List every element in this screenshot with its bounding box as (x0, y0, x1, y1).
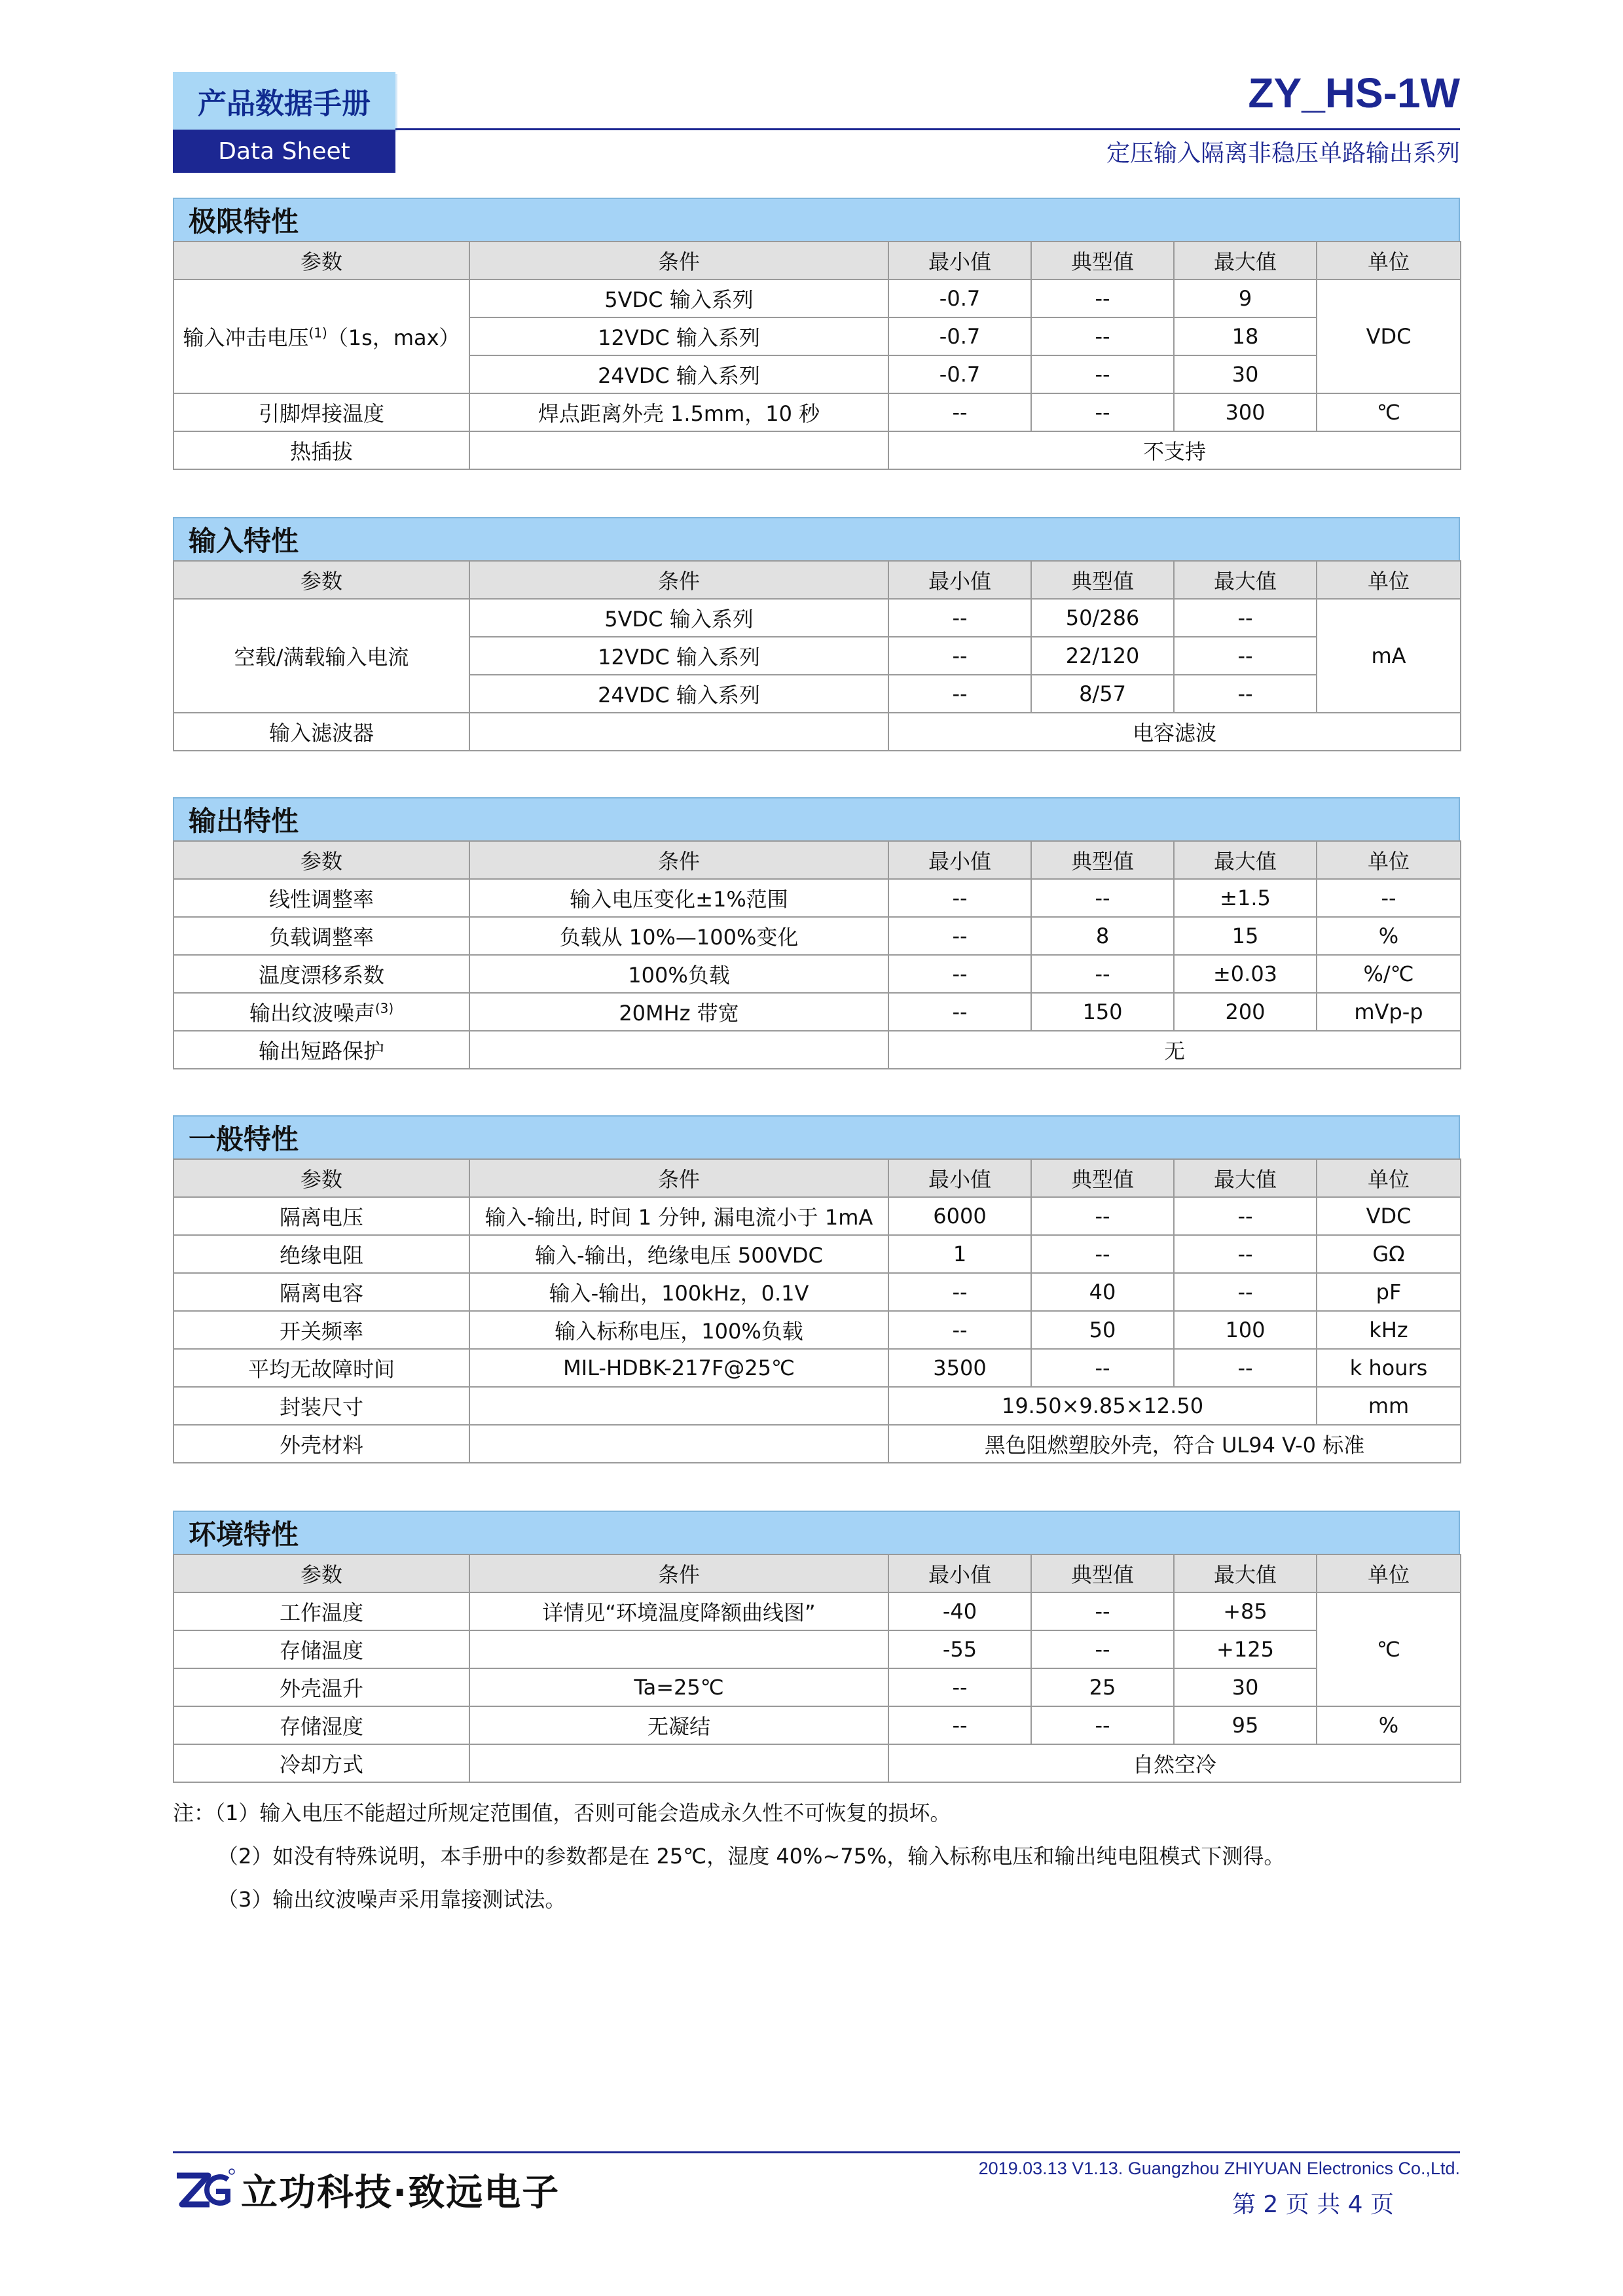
value-cell: 电容滤波 (888, 713, 1461, 751)
typ-cell: 22/120 (1031, 637, 1174, 675)
max-cell: 18 (1174, 317, 1317, 355)
col-header-unit: 单位 (1317, 561, 1461, 599)
col-header-typ: 典型值 (1031, 1554, 1174, 1592)
unit-cell: k hours (1317, 1349, 1461, 1387)
param-cell: 负载调整率 (173, 917, 469, 955)
table-row (173, 1706, 1461, 1744)
general-section (173, 1115, 1460, 1463)
max-cell: +85 (1174, 1592, 1317, 1630)
max-cell: 300 (1174, 393, 1317, 431)
typ-cell: -- (1031, 1235, 1174, 1273)
table-row (173, 1311, 1461, 1349)
col-header-min: 最小值 (888, 1159, 1031, 1197)
col-header-max: 最大值 (1174, 841, 1317, 879)
table-row (173, 1668, 1461, 1706)
table-header-row (173, 1159, 1461, 1197)
cond-cell: 100%负载 (469, 955, 888, 993)
value-cell: 自然空冷 (888, 1744, 1461, 1782)
param-cell: 外壳材料 (173, 1425, 469, 1463)
cond-cell: 输入-输出，绝缘电压 500VDC (469, 1235, 888, 1273)
min-cell: -- (888, 955, 1031, 993)
footer-meta: 2019.03.13 V1.13. Guangzhou ZHIYUAN Electronics Co.,Ltd. (978, 2159, 1460, 2178)
table-row (173, 1235, 1461, 1273)
min-cell: -55 (888, 1630, 1031, 1668)
min-cell: -- (888, 1668, 1031, 1706)
cond-cell: 24VDC 输入系列 (469, 355, 888, 393)
typ-cell: 50/286 (1031, 599, 1174, 637)
cond-cell: 5VDC 输入系列 (469, 599, 888, 637)
col-header-param: 参数 (173, 1159, 469, 1197)
col-header-cond: 条件 (469, 561, 888, 599)
max-cell: -- (1174, 1197, 1317, 1235)
table-header-row (173, 561, 1461, 599)
unit-cell: % (1317, 1706, 1461, 1744)
max-cell: +125 (1174, 1630, 1317, 1668)
param-cell: 温度漂移系数 (173, 955, 469, 993)
environment-section (173, 1511, 1460, 1783)
param-cell: 工作温度 (173, 1592, 469, 1630)
min-cell: -- (888, 879, 1031, 917)
unit-cell: kHz (1317, 1311, 1461, 1349)
typ-cell: 50 (1031, 1311, 1174, 1349)
cond-cell: 负载从 10%—100%变化 (469, 917, 888, 955)
unit-cell: GΩ (1317, 1235, 1461, 1273)
min-cell: -40 (888, 1592, 1031, 1630)
unit-cell: VDC (1317, 1197, 1461, 1235)
cond-cell (469, 1744, 888, 1782)
param-cell: 输出短路保护 (173, 1031, 469, 1069)
col-header-max: 最大值 (1174, 561, 1317, 599)
col-header-typ: 典型值 (1031, 242, 1174, 279)
cond-cell: MIL-HDBK-217F@25℃ (469, 1349, 888, 1387)
typ-cell: -- (1031, 1197, 1174, 1235)
unit-cell: %/℃ (1317, 955, 1461, 993)
cond-cell: 12VDC 输入系列 (469, 637, 888, 675)
value-cell: 不支持 (888, 431, 1461, 469)
col-header-typ: 典型值 (1031, 841, 1174, 879)
min-cell: -- (888, 1706, 1031, 1744)
max-cell: ±0.03 (1174, 955, 1317, 993)
typ-cell: -- (1031, 1706, 1174, 1744)
table-row (173, 713, 1461, 751)
cond-cell: Ta=25℃ (469, 1668, 888, 1706)
param-cell: 空载/满载输入电流 (173, 599, 469, 713)
cond-cell: 20MHz 带宽 (469, 993, 888, 1031)
table-header-row (173, 1554, 1461, 1592)
value-cell: 无 (888, 1031, 1461, 1069)
company-brand: 立功科技·致远电子 (241, 2172, 560, 2214)
series-subtitle: 定压输入隔离非稳压单路输出系列 (1106, 140, 1460, 167)
cond-cell: 5VDC 输入系列 (469, 279, 888, 317)
cond-cell: 输入标称电压，100%负载 (469, 1311, 888, 1349)
col-header-unit: 单位 (1317, 1554, 1461, 1592)
header-divider (395, 128, 1460, 130)
min-cell: -- (888, 599, 1031, 637)
max-cell: 9 (1174, 279, 1317, 317)
param-cell: 线性调整率 (173, 879, 469, 917)
cond-cell: 无凝结 (469, 1706, 888, 1744)
table-row (173, 1630, 1461, 1668)
cond-cell: 输入-输出, 时间 1 分钟, 漏电流小于 1mA (469, 1197, 888, 1235)
cond-cell (469, 431, 888, 469)
footnote-3: （3）输出纹波噪声采用靠接测试法。 (217, 1887, 566, 1912)
col-header-min: 最小值 (888, 242, 1031, 279)
unit-cell: ℃ (1317, 393, 1461, 431)
min-cell: 1 (888, 1235, 1031, 1273)
min-cell: -- (888, 675, 1031, 713)
output-table (173, 840, 1461, 1069)
table-row (173, 1425, 1461, 1463)
col-header-cond: 条件 (469, 841, 888, 879)
param-cell: 开关频率 (173, 1311, 469, 1349)
cond-cell (469, 1387, 888, 1425)
max-cell: 200 (1174, 993, 1317, 1031)
min-cell: -- (888, 637, 1031, 675)
footer-logo (173, 2164, 560, 2216)
table-row (173, 879, 1461, 917)
param-cell: 热插拔 (173, 431, 469, 469)
unit-cell: VDC (1317, 279, 1461, 393)
typ-cell: 25 (1031, 1668, 1174, 1706)
cond-cell: 输入电压变化±1%范围 (469, 879, 888, 917)
section-title: 一般特性 (173, 1115, 1460, 1158)
param-cell: 平均无故障时间 (173, 1349, 469, 1387)
param-cell: 冷却方式 (173, 1744, 469, 1782)
col-header-max: 最大值 (1174, 1554, 1317, 1592)
cond-cell (469, 1031, 888, 1069)
max-cell: -- (1174, 675, 1317, 713)
min-cell: -0.7 (888, 279, 1031, 317)
typ-cell: -- (1031, 955, 1174, 993)
param-cell: 隔离电压 (173, 1197, 469, 1235)
table-row (173, 599, 1461, 637)
table-row (173, 1197, 1461, 1235)
general-table (173, 1158, 1461, 1463)
unit-cell: ℃ (1317, 1592, 1461, 1706)
cond-cell: 12VDC 输入系列 (469, 317, 888, 355)
value-cell: 黑色阻燃塑胶外壳，符合 UL94 V-0 标准 (888, 1425, 1461, 1463)
col-header-cond: 条件 (469, 242, 888, 279)
max-cell: 100 (1174, 1311, 1317, 1349)
section-title: 极限特性 (173, 198, 1460, 241)
max-cell: 30 (1174, 1668, 1317, 1706)
min-cell: -- (888, 1311, 1031, 1349)
table-row (173, 1349, 1461, 1387)
cond-cell: 详情见“环境温度降额曲线图” (469, 1592, 888, 1630)
typ-cell: 40 (1031, 1273, 1174, 1311)
model-number: ZY_HS-1W (1248, 69, 1460, 117)
param-cell: 存储湿度 (173, 1706, 469, 1744)
max-cell: 30 (1174, 355, 1317, 393)
unit-cell: mA (1317, 599, 1461, 713)
input-section (173, 517, 1460, 751)
page-number: 第 2 页 共 4 页 (1231, 2191, 1394, 2218)
typ-cell: -- (1031, 1630, 1174, 1668)
output-section (173, 797, 1460, 1069)
table-header-row (173, 242, 1461, 279)
doc-type-cn: 产品数据手册 (173, 72, 395, 130)
limits-section (173, 198, 1460, 470)
section-title: 输出特性 (173, 797, 1460, 840)
typ-cell: -- (1031, 355, 1174, 393)
param-cell: 存储温度 (173, 1630, 469, 1668)
unit-cell: -- (1317, 879, 1461, 917)
min-cell: -- (888, 1273, 1031, 1311)
min-cell: -0.7 (888, 355, 1031, 393)
param-cell: 引脚焊接温度 (173, 393, 469, 431)
cond-cell: 24VDC 输入系列 (469, 675, 888, 713)
min-cell: -- (888, 993, 1031, 1031)
table-row (173, 1273, 1461, 1311)
limits-table (173, 241, 1461, 470)
typ-cell: 150 (1031, 993, 1174, 1031)
max-cell: -- (1174, 637, 1317, 675)
min-cell: -0.7 (888, 317, 1031, 355)
table-row (173, 1387, 1461, 1425)
param-cell: 输入滤波器 (173, 713, 469, 751)
cond-cell (469, 713, 888, 751)
table-row (173, 393, 1461, 431)
cond-cell (469, 1630, 888, 1668)
min-cell: -- (888, 917, 1031, 955)
col-header-param: 参数 (173, 841, 469, 879)
table-row (173, 917, 1461, 955)
typ-cell: -- (1031, 879, 1174, 917)
cond-cell: 焊点距离外壳 1.5mm，10 秒 (469, 393, 888, 431)
typ-cell: 8 (1031, 917, 1174, 955)
unit-cell: % (1317, 917, 1461, 955)
input-table (173, 560, 1461, 751)
col-header-cond: 条件 (469, 1554, 888, 1592)
unit-cell: mm (1317, 1387, 1461, 1425)
table-row (173, 431, 1461, 469)
max-cell: -- (1174, 1349, 1317, 1387)
col-header-typ: 典型值 (1031, 561, 1174, 599)
typ-cell: -- (1031, 1592, 1174, 1630)
col-header-param: 参数 (173, 242, 469, 279)
max-cell: -- (1174, 1235, 1317, 1273)
col-header-max: 最大值 (1174, 1159, 1317, 1197)
col-header-min: 最小值 (888, 841, 1031, 879)
col-header-unit: 单位 (1317, 1159, 1461, 1197)
footer-divider (173, 2151, 1460, 2153)
min-cell: 6000 (888, 1197, 1031, 1235)
unit-cell: mVp-p (1317, 993, 1461, 1031)
col-header-param: 参数 (173, 561, 469, 599)
section-title: 输入特性 (173, 517, 1460, 560)
param-cell: 封装尺寸 (173, 1387, 469, 1425)
environment-table (173, 1554, 1461, 1783)
typ-cell: 8/57 (1031, 675, 1174, 713)
table-row (173, 279, 1461, 317)
max-cell: -- (1174, 599, 1317, 637)
typ-cell: -- (1031, 317, 1174, 355)
param-cell: 输出纹波噪声$^{(3)}$ (173, 993, 469, 1031)
typ-cell: -- (1031, 393, 1174, 431)
col-header-typ: 典型值 (1031, 1159, 1174, 1197)
param-cell: 输入冲击电压$^{(1)}$（1s，max） (173, 279, 469, 393)
doc-type-en: Data Sheet (173, 130, 395, 173)
footnote-1: 注：（1）输入电压不能超过所规定范围值，否则可能会造成永久性不可恢复的损坏。 (173, 1801, 951, 1825)
unit-cell: pF (1317, 1273, 1461, 1311)
param-cell: 隔离电容 (173, 1273, 469, 1311)
cond-cell (469, 1425, 888, 1463)
min-cell: 3500 (888, 1349, 1031, 1387)
typ-cell: -- (1031, 279, 1174, 317)
cond-cell: 输入-输出，100kHz，0.1V (469, 1273, 888, 1311)
col-header-unit: 单位 (1317, 841, 1461, 879)
section-title: 环境特性 (173, 1511, 1460, 1554)
col-header-cond: 条件 (469, 1159, 888, 1197)
max-cell: ±1.5 (1174, 879, 1317, 917)
col-header-min: 最小值 (888, 561, 1031, 599)
table-row (173, 1592, 1461, 1630)
col-header-unit: 单位 (1317, 242, 1461, 279)
footnote-2: （2）如没有特殊说明，本手册中的参数都是在 25℃，湿度 40%~75%，输入标称电压和输出纯电阻模式下测得。 (217, 1844, 1285, 1869)
min-cell: -- (888, 393, 1031, 431)
col-header-param: 参数 (173, 1554, 469, 1592)
max-cell: 95 (1174, 1706, 1317, 1744)
col-header-max: 最大值 (1174, 242, 1317, 279)
col-header-min: 最小值 (888, 1554, 1031, 1592)
zlg-logo-icon (173, 2166, 236, 2214)
max-cell: 15 (1174, 917, 1317, 955)
typ-cell: -- (1031, 1349, 1174, 1387)
table-row (173, 955, 1461, 993)
table-row (173, 993, 1461, 1031)
value-cell: 19.50×9.85×12.50 (888, 1387, 1317, 1425)
table-header-row (173, 841, 1461, 879)
footnotes (173, 1791, 1285, 1921)
max-cell: -- (1174, 1273, 1317, 1311)
table-row (173, 1744, 1461, 1782)
param-cell: 外壳温升 (173, 1668, 469, 1706)
param-cell: 绝缘电阻 (173, 1235, 469, 1273)
table-row (173, 1031, 1461, 1069)
